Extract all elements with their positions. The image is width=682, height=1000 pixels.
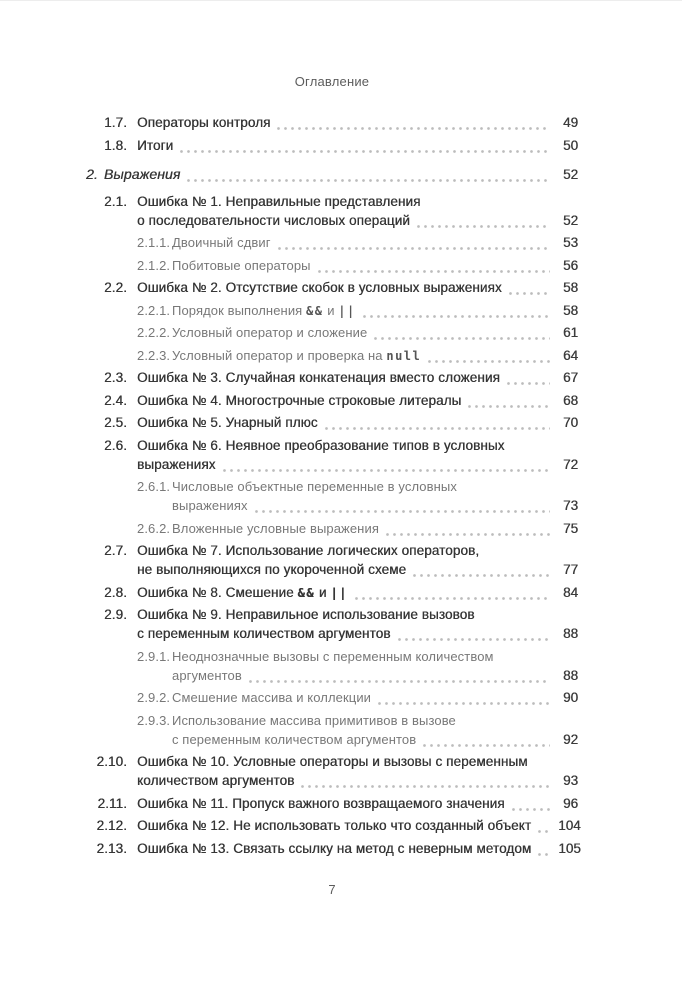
toc-entry[interactable] xyxy=(86,583,578,602)
toc-entry-title: Двоичный сдвиг xyxy=(172,235,271,250)
toc-entry-line xyxy=(86,301,578,320)
toc-entry-number: 2.2. xyxy=(104,280,127,295)
toc-entry-number: 2.8. xyxy=(104,584,127,600)
toc-entry[interactable] xyxy=(86,192,578,230)
toc-entry-title: Побитовые операторы xyxy=(172,257,311,273)
toc-entry-line xyxy=(86,256,578,275)
toc-page-number: 84 xyxy=(562,584,578,600)
dot-leader xyxy=(378,702,550,707)
toc-page-number: 64 xyxy=(562,347,578,363)
toc-entry[interactable] xyxy=(86,839,581,858)
dot-leader xyxy=(301,785,550,790)
toc-entry-number: 2.9.1. xyxy=(137,648,171,664)
toc-entry-line xyxy=(86,647,578,666)
toc-entry-line xyxy=(86,752,578,771)
toc-entry-number: 2. xyxy=(86,165,98,182)
toc-page-number: 72 xyxy=(562,456,578,472)
toc-entry-line xyxy=(86,519,578,538)
toc-entry-line xyxy=(86,413,578,432)
code-token: null xyxy=(386,348,422,363)
toc-entry-title: Ошибка № 13. Связать ссылку на метод с неверным методом xyxy=(137,840,532,856)
toc-entry-title: выражениях xyxy=(137,456,216,472)
toc-entry-title: аргументов xyxy=(172,667,242,683)
toc-entry[interactable] xyxy=(86,605,578,643)
toc-entry-line xyxy=(86,816,581,835)
toc-entry[interactable] xyxy=(86,816,581,835)
toc-entry-title: Числовые объектные переменные в условных xyxy=(172,479,457,494)
dot-leader xyxy=(249,680,550,685)
code-token: && xyxy=(306,303,324,318)
toc-page-number: 58 xyxy=(562,302,578,318)
toc-entry-title: с переменным количеством аргументов xyxy=(137,626,391,641)
dot-leader xyxy=(423,744,550,749)
toc-entry-line xyxy=(86,541,578,560)
toc-page-number: 88 xyxy=(562,667,578,683)
toc-entry-number: 1.8. xyxy=(104,137,127,153)
toc-entry-title: Смешение массива и коллекции xyxy=(172,690,372,705)
dot-leader xyxy=(187,179,550,184)
dot-leader xyxy=(374,337,550,342)
toc-entry-title: Ошибка № 11. Пропуск важного возвращаемого значения xyxy=(137,795,505,811)
toc-entry-title: Ошибка № 9. Неправильное использование вызовов xyxy=(137,607,475,622)
toc-entry[interactable] xyxy=(86,391,578,410)
table-of-contents xyxy=(86,113,581,858)
toc-entry-title: выражениях xyxy=(172,498,248,513)
toc-entry-title: Вложенные условные выражения xyxy=(172,520,379,536)
toc-entry-number: 2.10. xyxy=(96,754,127,769)
toc-entry-line xyxy=(86,794,578,813)
toc-entry[interactable] xyxy=(86,647,578,685)
toc-page-number: 104 xyxy=(558,818,581,833)
toc-entry-title: Условный оператор и сложение xyxy=(172,325,368,340)
toc-entry-title: Итоги xyxy=(137,137,174,153)
toc-entry-line xyxy=(86,165,578,184)
toc-page-number: 70 xyxy=(562,415,578,430)
toc-page-number: 73 xyxy=(562,498,578,513)
dot-leader xyxy=(386,533,550,538)
toc-entry-number: 2.6.2. xyxy=(137,520,171,536)
toc-page-number: 56 xyxy=(562,257,578,273)
dot-leader xyxy=(180,150,550,155)
toc-entry-title: Неоднозначные вызовы с переменным количеством xyxy=(172,648,494,664)
dot-leader xyxy=(223,469,551,474)
toc-entry-number: 2.1. xyxy=(104,193,127,209)
toc-entry[interactable] xyxy=(86,233,578,252)
toc-entry-number: 2.12. xyxy=(96,818,127,833)
toc-page-number: 77 xyxy=(562,562,578,577)
toc-entry-title: о последовательности числовых операций xyxy=(137,212,410,228)
toc-entry-title: количеством аргументов xyxy=(137,773,295,788)
toc-entry-line xyxy=(86,278,578,297)
dot-leader xyxy=(255,510,550,515)
toc-page-number: 61 xyxy=(562,325,578,340)
dot-leader xyxy=(509,292,550,297)
toc-entry-line xyxy=(86,113,578,132)
toc-entry-number: 2.6. xyxy=(104,437,127,453)
toc-entry-number: 2.6.1. xyxy=(137,479,171,494)
toc-entry[interactable] xyxy=(86,436,578,474)
toc-entry-number: 2.1.2. xyxy=(137,257,171,273)
toc-entry[interactable] xyxy=(86,256,578,275)
toc-entry-line xyxy=(86,323,578,342)
toc-entry-line xyxy=(86,477,578,496)
toc-page-number: 75 xyxy=(562,520,578,536)
toc-page-number: 52 xyxy=(562,166,578,182)
toc-entry-title: с переменным количеством аргументов xyxy=(172,731,417,747)
toc-entry-number: 2.9.2. xyxy=(137,690,171,705)
toc-entry[interactable] xyxy=(86,688,578,707)
toc-entry[interactable] xyxy=(86,165,578,184)
toc-entry-line xyxy=(86,624,578,643)
toc-entry-number: 2.1.1. xyxy=(137,235,171,250)
toc-entry[interactable] xyxy=(86,278,578,297)
toc-entry-title: Ошибка № 10. Условные операторы и вызовы с переменным xyxy=(137,754,528,769)
toc-entry-line xyxy=(86,496,578,515)
toc-entry-line xyxy=(86,688,578,707)
toc-entry[interactable] xyxy=(86,413,578,432)
toc-entry[interactable] xyxy=(86,541,578,579)
page-title: Оглавление xyxy=(294,74,370,89)
toc-entry-line xyxy=(86,455,578,474)
toc-entry[interactable] xyxy=(86,794,578,813)
dot-leader xyxy=(538,830,552,835)
toc-entry-title: Ошибка № 5. Унарный плюс xyxy=(137,415,318,430)
toc-entry-line xyxy=(86,605,578,624)
dot-leader xyxy=(325,427,550,432)
toc-entry-title: Ошибка № 3. Случайная конкатенация вместо сложения xyxy=(137,370,500,385)
dot-leader xyxy=(428,360,550,365)
toc-entry-line xyxy=(86,730,578,749)
toc-entry-title: Порядок выполнения && и || xyxy=(172,302,356,318)
toc-entry-line xyxy=(86,136,578,155)
dot-leader xyxy=(413,574,550,579)
toc-entry-line xyxy=(86,839,581,858)
toc-entry-title: Ошибка № 2. Отсутствие скобок в условных выражениях xyxy=(137,280,502,295)
toc-entry-number: 2.13. xyxy=(96,840,127,856)
toc-page-number: 53 xyxy=(562,235,578,250)
toc-entry-number: 2.9.3. xyxy=(137,712,171,728)
toc-page-number: 93 xyxy=(562,773,578,788)
toc-entry-title: Ошибка № 6. Неявное преобразование типов в условных xyxy=(137,437,505,453)
toc-entry-title: не выполняющихся по укороченной схеме xyxy=(137,562,407,577)
dot-leader xyxy=(278,247,550,252)
toc-entry-title: Операторы контроля xyxy=(137,115,271,130)
dot-leader xyxy=(363,315,550,320)
toc-entry-number: 2.3. xyxy=(104,370,127,385)
toc-entry[interactable] xyxy=(86,477,578,515)
toc-entry-number: 2.2.3. xyxy=(137,347,171,363)
toc-page-number: 105 xyxy=(558,840,581,856)
code-token: || xyxy=(338,303,356,318)
code-token: && xyxy=(297,585,315,600)
toc-entry[interactable] xyxy=(86,519,578,538)
toc-entry-title: Ошибка № 1. Неправильные представления xyxy=(137,193,421,209)
toc-entry[interactable] xyxy=(86,752,578,790)
toc-entry[interactable] xyxy=(86,301,578,320)
dot-leader xyxy=(507,382,550,387)
toc-page-number: 58 xyxy=(562,280,578,295)
dot-leader xyxy=(277,127,550,132)
toc-entry-line xyxy=(86,368,578,387)
toc-entry-title: Ошибка № 12. Не использовать только что созданный объект xyxy=(137,818,532,833)
toc-page-number: 68 xyxy=(562,392,578,408)
toc-entry-number: 2.5. xyxy=(104,415,127,430)
dot-leader xyxy=(468,405,550,410)
toc-entry-number: 2.2.2. xyxy=(137,325,171,340)
toc-page-number: 52 xyxy=(562,212,578,228)
toc-page-number: 92 xyxy=(562,731,578,747)
toc-entry-line xyxy=(86,560,578,579)
toc-entry-title: Ошибка № 4. Многострочные строковые литералы xyxy=(137,392,462,408)
toc-entry-line xyxy=(86,391,578,410)
toc-entry-line xyxy=(86,211,578,230)
toc-entry-title: Выражения xyxy=(103,165,181,182)
dot-leader xyxy=(512,808,550,813)
toc-entry-number: 1.7. xyxy=(104,115,127,130)
toc-entry-title: Ошибка № 8. Смешение && и || xyxy=(137,584,348,600)
toc-entry-title: Ошибка № 7. Использование логических операторов, xyxy=(137,543,480,558)
toc-entry[interactable] xyxy=(86,368,578,387)
toc-entry-line xyxy=(86,583,578,602)
toc-page-number: 50 xyxy=(562,137,578,153)
toc-entry-title: Использование массива примитивов в вызове xyxy=(172,712,456,728)
dot-leader xyxy=(417,225,550,230)
dot-leader xyxy=(355,597,550,602)
dot-leader xyxy=(538,853,552,858)
page-number-footer: 7 xyxy=(328,882,336,897)
toc-entry[interactable] xyxy=(86,711,578,749)
toc-entry-number: 2.11. xyxy=(97,795,127,811)
toc-entry[interactable] xyxy=(86,113,578,132)
toc-entry[interactable] xyxy=(86,136,578,155)
toc-entry-number: 2.7. xyxy=(104,543,127,558)
toc-entry[interactable] xyxy=(86,323,578,342)
toc-entry-line xyxy=(86,666,578,685)
toc-entry-line xyxy=(86,436,578,455)
toc-entry-line xyxy=(86,771,578,790)
toc-page-number: 90 xyxy=(562,690,578,705)
toc-entry-line xyxy=(86,346,578,365)
toc-page-number: 67 xyxy=(562,370,578,385)
dot-leader xyxy=(398,638,551,643)
toc-page-number: 96 xyxy=(562,795,578,811)
toc-entry[interactable] xyxy=(86,346,578,365)
toc-page-number: 49 xyxy=(562,115,578,130)
toc-entry-number: 2.9. xyxy=(104,607,127,622)
toc-entry-number: 2.4. xyxy=(104,392,127,408)
toc-entry-line xyxy=(86,233,578,252)
toc-entry-line xyxy=(86,711,578,730)
toc-entry-line xyxy=(86,192,578,211)
dot-leader xyxy=(318,270,550,275)
code-token: || xyxy=(330,585,348,600)
toc-entry-title: Условный оператор и проверка на null xyxy=(172,347,422,363)
toc-entry-number: 2.2.1. xyxy=(137,302,171,318)
toc-page-number: 88 xyxy=(562,626,578,641)
